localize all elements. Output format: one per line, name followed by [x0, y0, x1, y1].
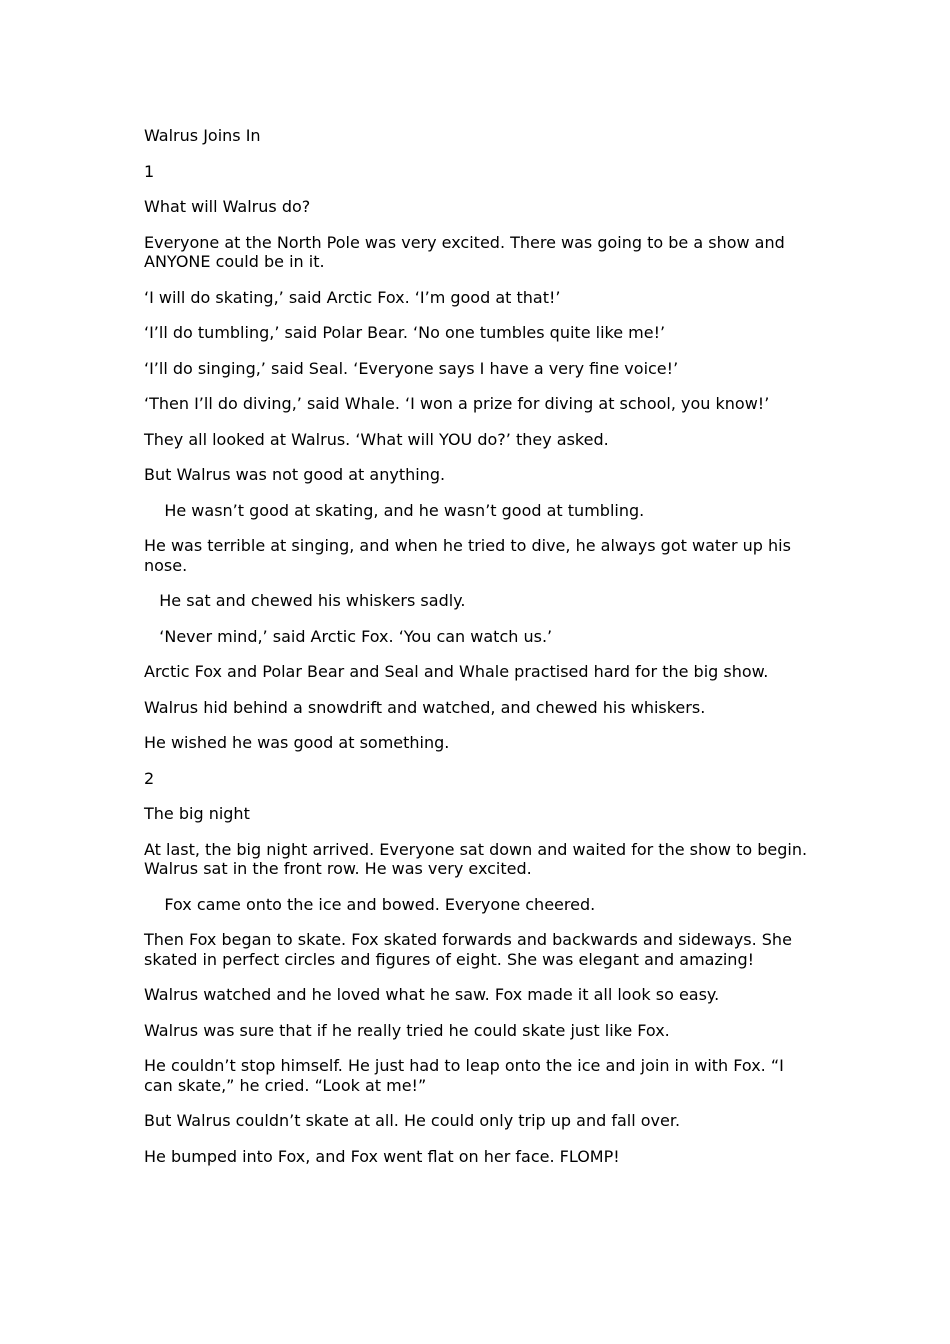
paragraph: Everyone at the North Pole was very excited. There was going to be a show and ANYONE could be in it. — [144, 232, 790, 271]
paragraph: At last, the big night arrived. Everyone sat down and waited for the show to begin. Walrus sat in the front row. He was very excited. — [144, 839, 813, 878]
paragraph: He wished he was good at something. — [144, 733, 450, 752]
paragraph: Walrus hid behind a snowdrift and watched, and chewed his whiskers. — [144, 697, 706, 717]
paragraph: He wasn’t good at skating, and he wasn’t good at tumbling. — [144, 500, 645, 520]
chapter-title: What will Walrus do? — [144, 197, 311, 216]
paragraph: But Walrus couldn’t skate at all. He could only trip up and fall over. — [144, 1111, 681, 1130]
paragraph: Then Fox began to skate. Fox skated forwards and backwards and sideways. She skated in perfect circles and figures of eight. She was elegant and amazing! — [144, 930, 797, 969]
paragraph: They all looked at Walrus. ‘What will YOU do?’ they asked. — [144, 429, 609, 449]
chapter-number: 1 — [144, 161, 155, 181]
paragraph: Arctic Fox and Polar Bear and Seal and Whale practised hard for the big show. — [144, 662, 769, 681]
paragraph: ‘Never mind,’ said Arctic Fox. ‘You can watch us.’ — [144, 626, 553, 646]
paragraph: Walrus watched and he loved what he saw. Fox made it all look so easy. — [144, 985, 720, 1004]
paragraph: He was terrible at singing, and when he tried to dive, he always got water up his nose. — [144, 536, 797, 575]
chapter-title: The big night — [144, 804, 250, 823]
paragraph: He bumped into Fox, and Fox went flat on her face. FLOMP! — [144, 1146, 620, 1166]
paragraph: ‘Then I’ll do diving,’ said Whale. ‘I won a prize for diving at school, you know!’ — [144, 394, 770, 413]
story-title: Walrus Joins In — [144, 126, 261, 145]
paragraph: But Walrus was not good at anything. — [144, 465, 446, 484]
paragraph: Walrus was sure that if he really tried he could skate just like Fox. — [144, 1020, 670, 1040]
paragraph: ‘I will do skating,’ said Arctic Fox. ‘I’m good at that!’ — [144, 287, 561, 307]
paragraph: ‘I’ll do tumbling,’ said Polar Bear. ‘No one tumbles quite like me!’ — [144, 323, 666, 342]
document-page — [144, 126, 814, 1182]
paragraph: He couldn’t stop himself. He just had to leap onto the ice and join in with Fox. “I can skate,” he cried. “Look at me!” — [144, 1056, 789, 1095]
paragraph: He sat and chewed his whiskers sadly. — [144, 591, 466, 610]
paragraph: ‘I’ll do singing,’ said Seal. ‘Everyone says I have a very fine voice!’ — [144, 358, 679, 378]
paragraph: Fox came onto the ice and bowed. Everyone cheered. — [144, 894, 596, 914]
chapter-number: 2 — [144, 768, 155, 788]
